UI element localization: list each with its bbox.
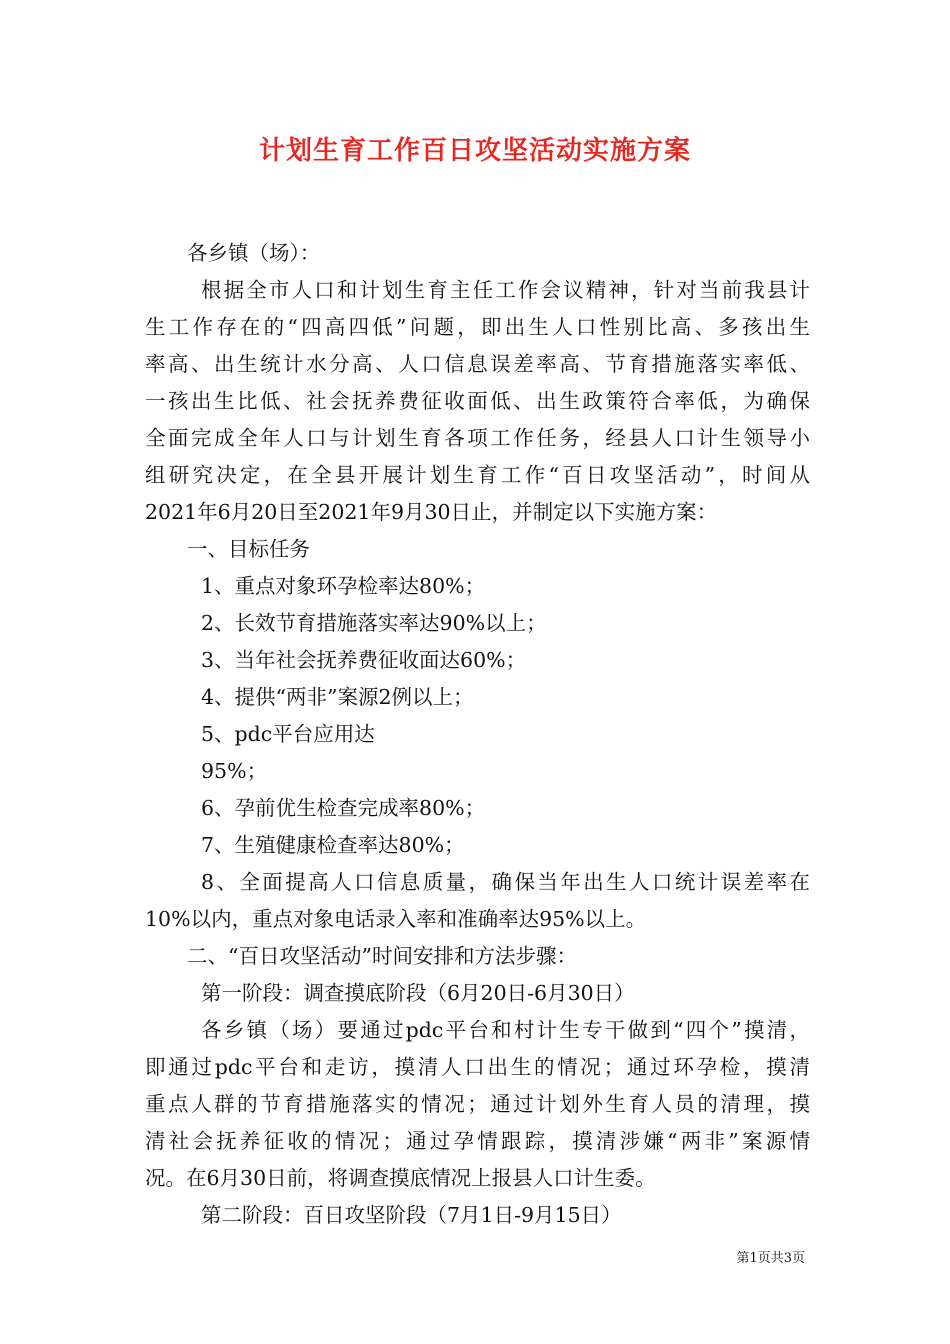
list-item: 1、重点对象环孕检率达80%；	[201, 574, 486, 598]
section-heading: 一、目标任务	[187, 537, 310, 561]
paragraph-line: 清社会抚养征收的情况；通过孕情跟踪，摸清涉嫌“两非”案源情	[145, 1129, 810, 1153]
paragraph-line: 重点人群的节育措施落实的情况；通过计划外生育人员的清理，摸	[145, 1092, 810, 1116]
list-item: 7、生殖健康检查率达80%；	[201, 833, 465, 857]
list-item: 6、孕前优生检查完成率80%；	[201, 796, 486, 820]
paragraph-line: 生工作存在的“四高四低”问题，即出生人口性别比高、多孩出生	[145, 315, 810, 339]
paragraph-line: 各乡镇（场）要通过pdc平台和村计生专干做到“四个”摸清，	[201, 1018, 810, 1042]
document-body	[145, 235, 810, 1234]
list-item: 2、长效节育措施落实率达90%以上；	[201, 611, 547, 635]
section-heading: 二、“百日攻坚活动”时间安排和方法步骤：	[187, 944, 577, 968]
list-item: 5、pdc平台应用达	[201, 722, 375, 746]
document-title: 计划生育工作百日攻坚活动实施方案	[258, 136, 691, 166]
paragraph-line: 即通过pdc平台和走访，摸清人口出生的情况；通过环孕检，摸清	[145, 1055, 810, 1079]
list-item: 8、全面提高人口信息质量，确保当年出生人口统计误差率在	[201, 870, 810, 894]
list-item: 95%；	[201, 759, 268, 783]
paragraph-line: 率高、出生统计水分高、人口信息误差率高、节育措施落实率低、	[145, 352, 810, 376]
paragraph-line: 全面完成全年人口与计划生育各项工作任务，经县人口计生领导小	[145, 426, 810, 450]
page-number: 第1页共3页	[736, 1251, 805, 1266]
paragraph-line: 一孩出生比低、社会抚养费征收面低、出生政策符合率低，为确保	[145, 389, 810, 413]
paragraph-line: 2021年6月20日至2021年9月30日止，并制定以下实施方案：	[145, 500, 718, 524]
paragraph-line: 组研究决定，在全县开展计划生育工作“百日攻坚活动”，时间从	[145, 463, 810, 487]
stage-title: 第一阶段：调查摸底阶段（6月20日-6月30日）	[201, 981, 635, 1005]
list-item-continuation: 10%以内，重点对象电话录入率和准确率达95%以上。	[145, 907, 647, 931]
salutation: 各乡镇（场）：	[187, 241, 321, 265]
list-item: 4、提供“两非”案源2例以上；	[201, 685, 474, 709]
stage-title: 第二阶段：百日攻坚阶段（7月1日-9月15日）	[201, 1203, 622, 1227]
list-item: 3、当年社会抚养费征收面达60%；	[201, 648, 527, 672]
paragraph-line: 况。在6月30日前，将调查摸底情况上报县人口计生委。	[145, 1166, 656, 1190]
paragraph-line: 根据全市人口和计划生育主任工作会议精神，针对当前我县计	[201, 278, 810, 302]
